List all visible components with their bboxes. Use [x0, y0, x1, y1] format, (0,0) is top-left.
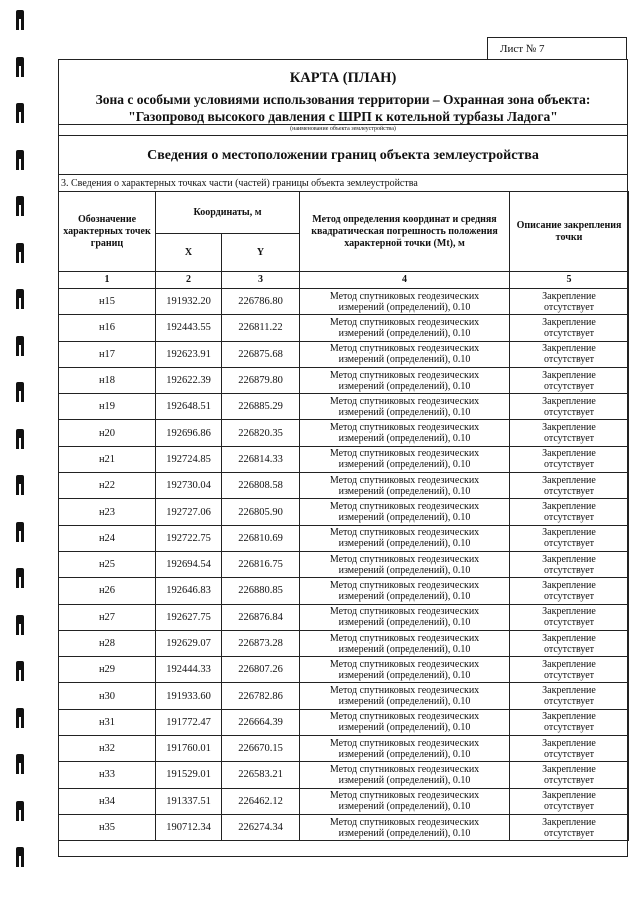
coord-x: 191529.01 [156, 762, 222, 788]
coord-y: 226873.28 [222, 630, 300, 656]
coord-y: 226816.75 [222, 551, 300, 577]
description-line-1: Закрепление [542, 448, 596, 460]
description-line-2: отсутствует [544, 643, 595, 655]
point-id: н17 [59, 341, 156, 367]
description-line-2: отсутствует [544, 380, 595, 392]
method-line-2: измерений (определений), 0.10 [338, 590, 471, 602]
point-id: н23 [59, 499, 156, 525]
method-line-2: измерений (определений), 0.10 [338, 564, 471, 576]
description-line-1: Закрепление [542, 632, 596, 644]
table-row [59, 736, 629, 762]
method-line-1: Метод спутниковых геодезических [329, 711, 480, 723]
table-row [59, 762, 629, 788]
description-line-1: Закрепление [542, 658, 596, 670]
description-line-1: Закрепление [542, 711, 596, 723]
coord-x: 191760.01 [156, 736, 222, 762]
method-line-1: Метод спутниковых геодезических [329, 343, 480, 355]
description-cell [510, 341, 629, 367]
coord-x: 190712.34 [156, 814, 222, 840]
point-id: н22 [59, 473, 156, 499]
coord-x: 192722.75 [156, 525, 222, 551]
coord-x: 192629.07 [156, 630, 222, 656]
method-line-1: Метод спутниковых геодезических [329, 632, 480, 644]
method-line-1: Метод спутниковых геодезических [329, 448, 480, 460]
method-cell [300, 473, 510, 499]
method-line-2: измерений (определений), 0.10 [338, 406, 471, 418]
description-line-2: отсутствует [544, 748, 595, 760]
header-description: Описание закрепления точки [510, 192, 629, 272]
method-cell [300, 814, 510, 840]
coord-x: 192444.33 [156, 657, 222, 683]
method-line-2: измерений (определений), 0.10 [338, 696, 471, 708]
binding-hole [16, 847, 24, 867]
method-cell [300, 315, 510, 341]
coord-y: 226583.21 [222, 762, 300, 788]
binding-hole [16, 10, 24, 30]
coord-x: 192623.91 [156, 341, 222, 367]
point-id: н21 [59, 446, 156, 472]
method-cell [300, 788, 510, 814]
method-line-1: Метод спутниковых геодезических [329, 474, 480, 486]
description-line-2: отсутствует [544, 564, 595, 576]
table-row [59, 341, 629, 367]
col-number: 2 [156, 272, 222, 289]
coord-y: 226875.68 [222, 341, 300, 367]
table-row [59, 551, 629, 577]
table-row [59, 578, 629, 604]
method-line-1: Метод спутниковых геодезических [329, 422, 480, 434]
point-id: н16 [59, 315, 156, 341]
method-cell [300, 499, 510, 525]
point-id: н18 [59, 367, 156, 393]
description-cell [510, 551, 629, 577]
description-line-2: отсутствует [544, 827, 595, 839]
coord-y: 226462.12 [222, 788, 300, 814]
point-id: н20 [59, 420, 156, 446]
point-id: н27 [59, 604, 156, 630]
document-frame [58, 59, 628, 857]
description-line-1: Закрепление [542, 501, 596, 513]
description-cell [510, 709, 629, 735]
table-row [59, 420, 629, 446]
method-line-1: Метод спутниковых геодезических [329, 553, 480, 565]
header-x: X [156, 234, 222, 272]
method-cell [300, 367, 510, 393]
description-line-1: Закрепление [542, 553, 596, 565]
coord-y: 226814.33 [222, 446, 300, 472]
binding-hole [16, 801, 24, 821]
point-id: н28 [59, 630, 156, 656]
method-cell [300, 709, 510, 735]
description-cell [510, 289, 629, 315]
subtitle-line-2: "Газопровод высокого давления с ШРП к котельной турбазы Ладога" [128, 109, 558, 124]
description-line-2: отсутствует [544, 590, 595, 602]
divider [59, 174, 627, 175]
coord-y: 226811.22 [222, 315, 300, 341]
table-row [59, 604, 629, 630]
divider [59, 135, 627, 136]
method-line-2: измерений (определений), 0.10 [338, 774, 471, 786]
table-row [59, 394, 629, 420]
description-line-2: отсутствует [544, 406, 595, 418]
description-line-1: Закрепление [542, 343, 596, 355]
method-line-1: Метод спутниковых геодезических [329, 790, 480, 802]
description-cell [510, 420, 629, 446]
method-cell [300, 446, 510, 472]
description-cell [510, 578, 629, 604]
description-line-1: Закрепление [542, 685, 596, 697]
point-id: н26 [59, 578, 156, 604]
method-line-2: измерений (определений), 0.10 [338, 801, 471, 813]
col-number: 4 [300, 272, 510, 289]
description-line-1: Закрепление [542, 316, 596, 328]
method-line-2: измерений (определений), 0.10 [338, 354, 471, 366]
description-line-1: Закрепление [542, 422, 596, 434]
table-row [59, 446, 629, 472]
method-cell [300, 736, 510, 762]
binding-hole [16, 103, 24, 123]
subtitle-caption: (наименование объекта землеустройства) [290, 126, 396, 132]
method-line-2: измерений (определений), 0.10 [338, 485, 471, 497]
coord-x: 191933.60 [156, 683, 222, 709]
method-cell [300, 657, 510, 683]
coord-y: 226808.58 [222, 473, 300, 499]
point-id: н30 [59, 683, 156, 709]
description-cell [510, 367, 629, 393]
method-line-1: Метод спутниковых геодезических [329, 395, 480, 407]
description-cell [510, 762, 629, 788]
method-line-2: измерений (определений), 0.10 [338, 748, 471, 760]
header-point: Обозначение характерных точек границ [59, 192, 156, 272]
method-line-2: измерений (определений), 0.10 [338, 433, 471, 445]
method-line-1: Метод спутниковых геодезических [329, 606, 480, 618]
coord-x: 191337.51 [156, 788, 222, 814]
coord-y: 226807.26 [222, 657, 300, 683]
method-line-1: Метод спутниковых геодезических [329, 763, 480, 775]
description-cell [510, 525, 629, 551]
coord-x: 192622.39 [156, 367, 222, 393]
method-line-1: Метод спутниковых геодезических [329, 579, 480, 591]
method-line-2: измерений (определений), 0.10 [338, 301, 471, 313]
description-line-1: Закрепление [542, 737, 596, 749]
description-line-2: отсутствует [544, 354, 595, 366]
description-line-1: Закрепление [542, 395, 596, 407]
table-row [59, 473, 629, 499]
method-line-2: измерений (определений), 0.10 [338, 669, 471, 681]
description-line-1: Закрепление [542, 763, 596, 775]
method-line-2: измерений (определений), 0.10 [338, 459, 471, 471]
point-id: н15 [59, 289, 156, 315]
point-id: н29 [59, 657, 156, 683]
description-cell [510, 473, 629, 499]
coord-x: 192646.83 [156, 578, 222, 604]
description-line-1: Закрепление [542, 579, 596, 591]
description-cell [510, 657, 629, 683]
col-number: 3 [222, 272, 300, 289]
description-line-1: Закрепление [542, 790, 596, 802]
coord-x: 192727.06 [156, 499, 222, 525]
binding-hole [16, 661, 24, 681]
coord-x: 191772.47 [156, 709, 222, 735]
divider [59, 124, 627, 125]
method-line-2: измерений (определений), 0.10 [338, 327, 471, 339]
binding-hole [16, 475, 24, 495]
table-row [59, 525, 629, 551]
description-cell [510, 683, 629, 709]
method-cell [300, 420, 510, 446]
header-y: Y [222, 234, 300, 272]
description-cell [510, 315, 629, 341]
coord-x: 191932.20 [156, 289, 222, 315]
description-line-2: отсутствует [544, 722, 595, 734]
description-line-1: Закрепление [542, 290, 596, 302]
method-cell [300, 341, 510, 367]
description-cell [510, 736, 629, 762]
method-cell [300, 578, 510, 604]
coord-x: 192627.75 [156, 604, 222, 630]
coord-x: 192648.51 [156, 394, 222, 420]
method-cell [300, 289, 510, 315]
binding-hole [16, 708, 24, 728]
description-cell [510, 814, 629, 840]
table-row [59, 499, 629, 525]
description-line-2: отсутствует [544, 485, 595, 497]
binding-hole [16, 522, 24, 542]
coord-x: 192696.86 [156, 420, 222, 446]
method-line-1: Метод спутниковых геодезических [329, 816, 480, 828]
binding-hole [16, 754, 24, 774]
description-line-2: отсутствует [544, 669, 595, 681]
table-row [59, 709, 629, 735]
document-title: КАРТА (ПЛАН) [289, 70, 397, 86]
binding-hole [16, 429, 24, 449]
table-row [59, 315, 629, 341]
coord-y: 226810.69 [222, 525, 300, 551]
description-cell [510, 394, 629, 420]
method-line-2: измерений (определений), 0.10 [338, 643, 471, 655]
description-cell [510, 499, 629, 525]
binding-hole [16, 196, 24, 216]
description-line-1: Закрепление [542, 606, 596, 618]
point-id: н19 [59, 394, 156, 420]
point-id: н35 [59, 814, 156, 840]
binding-hole [16, 615, 24, 635]
method-cell [300, 762, 510, 788]
binding-hole [16, 289, 24, 309]
method-line-2: измерений (определений), 0.10 [338, 380, 471, 392]
point-id: н34 [59, 788, 156, 814]
coord-y: 226782.86 [222, 683, 300, 709]
method-line-2: измерений (определений), 0.10 [338, 827, 471, 839]
point-id: н24 [59, 525, 156, 551]
coord-y: 226879.80 [222, 367, 300, 393]
method-line-2: измерений (определений), 0.10 [338, 512, 471, 524]
header-coords: Координаты, м [156, 192, 300, 234]
point-id: н33 [59, 762, 156, 788]
coord-y: 226820.35 [222, 420, 300, 446]
section-title: Сведения о местоположении границ объекта землеустройства [147, 148, 539, 163]
coord-y: 226786.80 [222, 289, 300, 315]
description-cell [510, 604, 629, 630]
method-cell [300, 604, 510, 630]
col-number: 1 [59, 272, 156, 289]
sheet-number: Лист № 7 [487, 37, 627, 59]
coord-y: 226805.90 [222, 499, 300, 525]
subtitle-line-1: Зона с особыми условиями использования территории – Охранная зона объекта: [95, 92, 591, 107]
method-cell [300, 630, 510, 656]
coord-y: 226274.34 [222, 814, 300, 840]
coord-y: 226876.84 [222, 604, 300, 630]
method-line-1: Метод спутниковых геодезических [329, 685, 480, 697]
coord-x: 192730.04 [156, 473, 222, 499]
method-line-1: Метод спутниковых геодезических [329, 290, 480, 302]
method-cell [300, 551, 510, 577]
description-line-2: отсутствует [544, 512, 595, 524]
description-cell [510, 446, 629, 472]
description-cell [510, 788, 629, 814]
table-row [59, 367, 629, 393]
method-cell [300, 683, 510, 709]
binding-hole [16, 336, 24, 356]
point-id: н31 [59, 709, 156, 735]
header-method: Метод определения координат и средняя квадратическая погрешность положения характерной точки (Мt), м [300, 192, 510, 272]
coord-y: 226664.39 [222, 709, 300, 735]
binding-hole [16, 243, 24, 263]
method-line-2: измерений (определений), 0.10 [338, 617, 471, 629]
table-row [59, 630, 629, 656]
method-line-1: Метод спутниковых геодезических [329, 527, 480, 539]
method-line-1: Метод спутниковых геодезических [329, 501, 480, 513]
point-id: н25 [59, 551, 156, 577]
description-line-2: отсутствует [544, 801, 595, 813]
table-row [59, 683, 629, 709]
method-cell [300, 394, 510, 420]
table-row [59, 788, 629, 814]
binding-hole [16, 150, 24, 170]
point-id: н32 [59, 736, 156, 762]
description-line-2: отсутствует [544, 433, 595, 445]
binding-hole [16, 568, 24, 588]
coord-x: 192443.55 [156, 315, 222, 341]
col-number: 5 [510, 272, 629, 289]
description-line-2: отсутствует [544, 301, 595, 313]
method-line-2: измерений (определений), 0.10 [338, 538, 471, 550]
description-line-2: отсутствует [544, 774, 595, 786]
table-row [59, 289, 629, 315]
description-line-2: отсутствует [544, 538, 595, 550]
subsection-title: 3. Сведения о характерных точках части (частей) границы объекта землеустройства [61, 178, 418, 189]
table-row [59, 814, 629, 840]
coord-y: 226880.85 [222, 578, 300, 604]
description-line-1: Закрепление [542, 369, 596, 381]
coord-y: 226885.29 [222, 394, 300, 420]
description-line-1: Закрепление [542, 474, 596, 486]
method-cell [300, 525, 510, 551]
description-cell [510, 630, 629, 656]
description-line-1: Закрепление [542, 527, 596, 539]
description-line-2: отсутствует [544, 459, 595, 471]
points-table [58, 191, 629, 841]
method-line-2: измерений (определений), 0.10 [338, 722, 471, 734]
description-line-1: Закрепление [542, 816, 596, 828]
description-line-2: отсутствует [544, 696, 595, 708]
coord-y: 226670.15 [222, 736, 300, 762]
description-line-2: отсутствует [544, 617, 595, 629]
binding-hole [16, 57, 24, 77]
method-line-1: Метод спутниковых геодезических [329, 369, 480, 381]
coord-x: 192724.85 [156, 446, 222, 472]
method-line-1: Метод спутниковых геодезических [329, 658, 480, 670]
binding-hole [16, 382, 24, 402]
coord-x: 192694.54 [156, 551, 222, 577]
table-row [59, 657, 629, 683]
description-line-2: отсутствует [544, 327, 595, 339]
method-line-1: Метод спутниковых геодезических [329, 737, 480, 749]
method-line-1: Метод спутниковых геодезических [329, 316, 480, 328]
